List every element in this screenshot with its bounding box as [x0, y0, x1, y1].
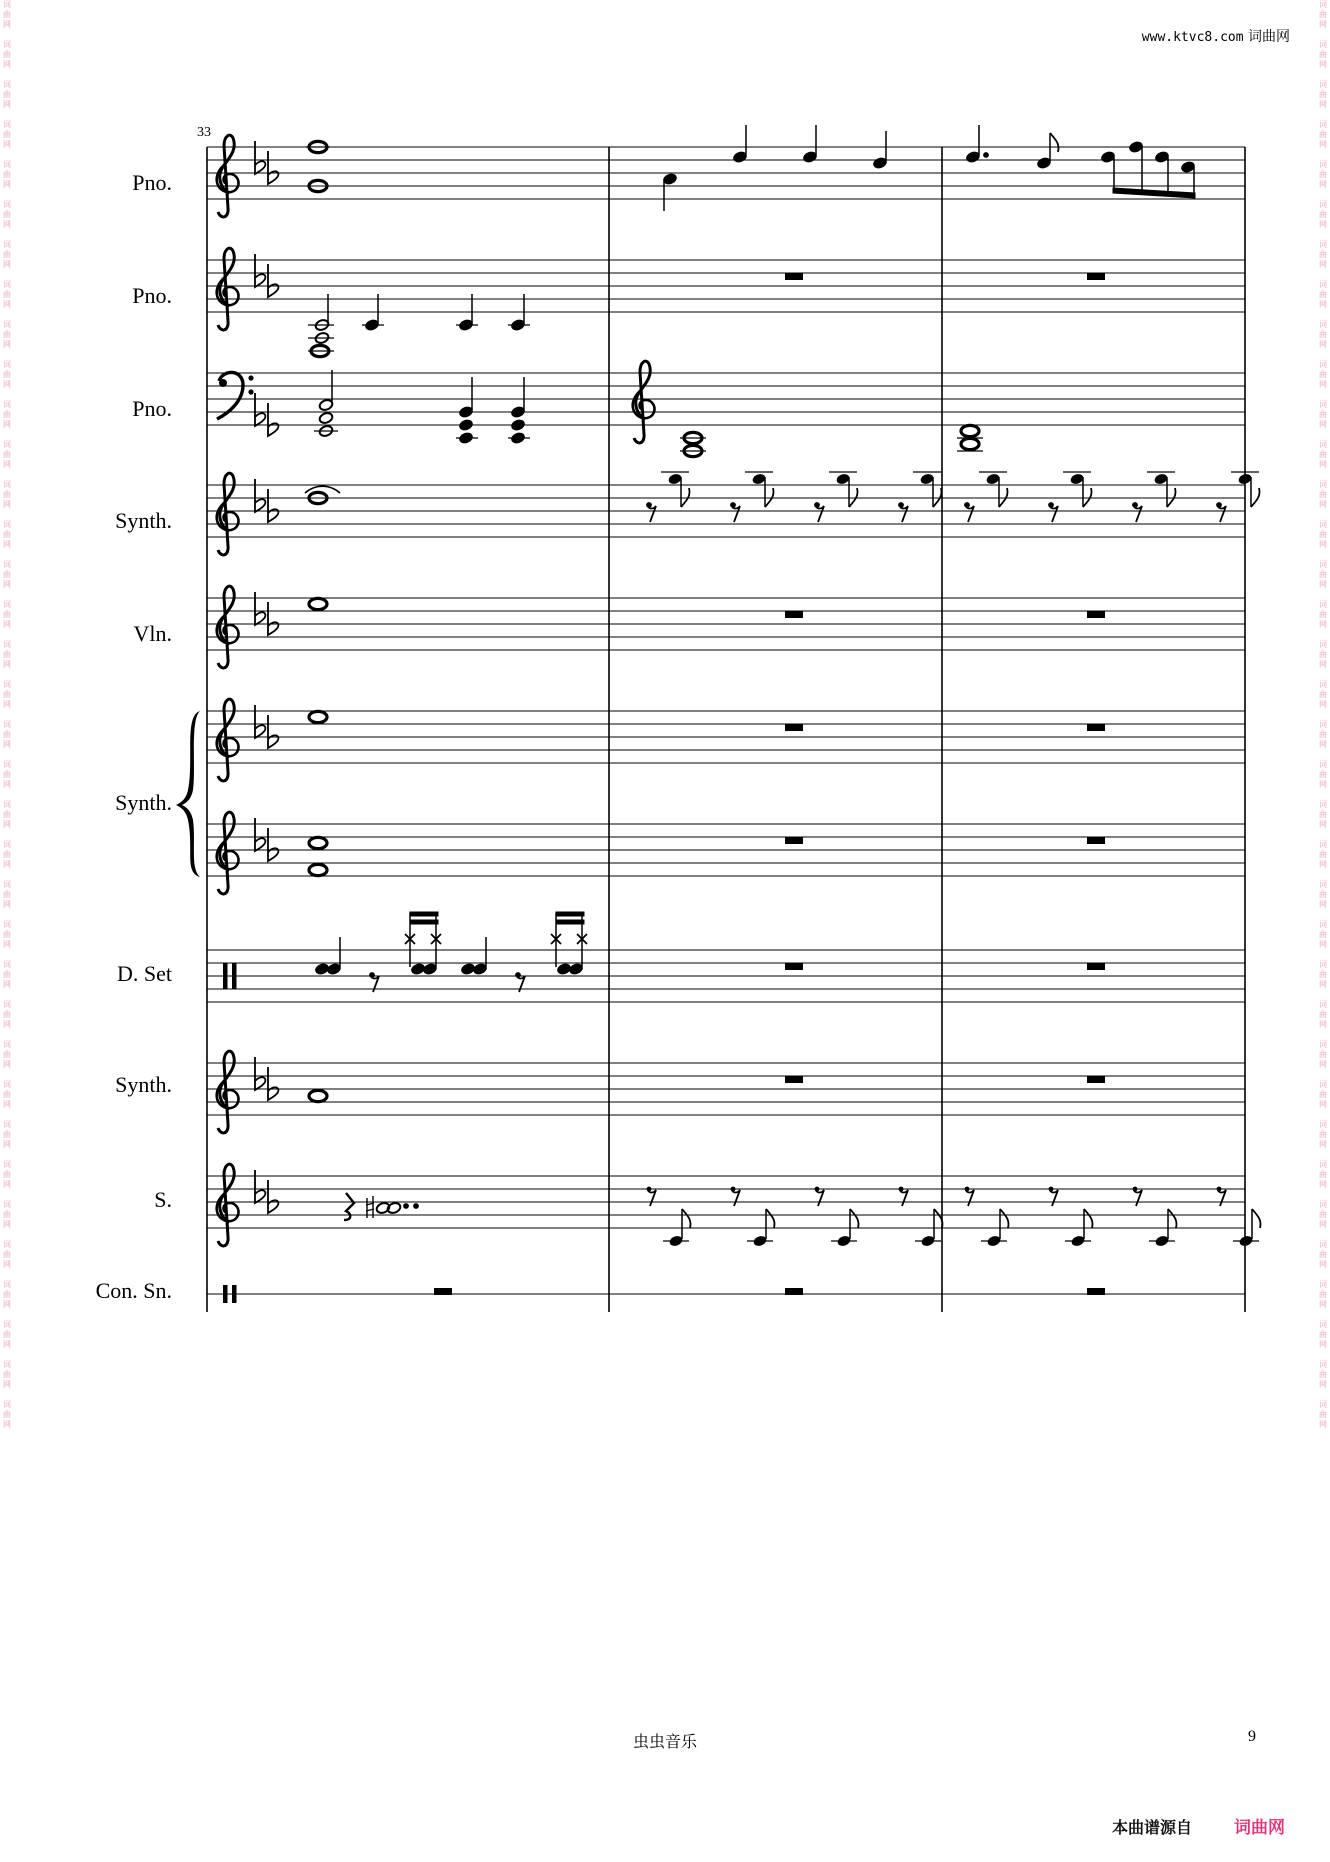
- watermark-char: 曲: [3, 570, 11, 579]
- watermark-char: 网: [1319, 1220, 1327, 1229]
- watermark-char: 词: [1319, 400, 1327, 409]
- watermark-char: 网: [3, 540, 11, 549]
- watermark-char: 网: [3, 1060, 11, 1069]
- watermark-char: 曲: [3, 690, 11, 699]
- watermark-char: 曲: [1319, 50, 1327, 59]
- watermark-char: 词: [3, 280, 11, 289]
- watermark-char: 曲: [1319, 890, 1327, 899]
- watermark-char: 词: [1319, 1320, 1327, 1329]
- watermark-char: 网: [3, 1380, 11, 1389]
- watermark-char: 网: [1319, 1020, 1327, 1029]
- drum-set-notes: [314, 912, 587, 992]
- watermark-char: 网: [1319, 340, 1327, 349]
- watermark-char: 网: [1319, 1340, 1327, 1349]
- eighth-rest-note-pair: [815, 1187, 859, 1248]
- watermark-char: 网: [3, 1300, 11, 1309]
- watermark-char: 词: [3, 80, 11, 89]
- watermark-char: 曲: [3, 50, 11, 59]
- instrument-label-synth-3: Synth.: [115, 1072, 172, 1097]
- watermark-char: 词: [1319, 520, 1327, 529]
- watermark-char: 曲: [3, 810, 11, 819]
- footer-publisher: 虫虫音乐: [632, 1732, 697, 1751]
- watermark-char: 词: [1319, 40, 1327, 49]
- synth-3-notes: [309, 1090, 327, 1101]
- watermark-char: 词: [1319, 560, 1327, 569]
- watermark-char: 词: [3, 720, 11, 729]
- watermark-char: 词: [1319, 1240, 1327, 1249]
- watermark-char: 网: [3, 940, 11, 949]
- watermark-char: 网: [3, 380, 11, 389]
- watermark-char: 曲: [1319, 850, 1327, 859]
- watermark-char: 网: [3, 900, 11, 909]
- watermark-char: 曲: [3, 1090, 11, 1099]
- watermark-char: 网: [1319, 1420, 1327, 1429]
- rest-icon: [434, 273, 1105, 1295]
- staff-synth-2-lower: [207, 824, 1245, 876]
- watermark-char: 词: [1319, 1160, 1327, 1169]
- watermark-char: 词: [1319, 200, 1327, 209]
- watermark-char: 词: [1319, 1120, 1327, 1129]
- watermark-char: 网: [1319, 740, 1327, 749]
- watermark-char: 网: [1319, 220, 1327, 229]
- watermark-char: 词: [3, 1160, 11, 1169]
- watermark-char: 曲: [3, 850, 11, 859]
- watermark-char: 词: [3, 1200, 11, 1209]
- watermark-char: 曲: [3, 530, 11, 539]
- watermark-char: 词: [1319, 1360, 1327, 1369]
- eighth-rest-note-pair: [1217, 1187, 1261, 1248]
- watermark-char: 网: [3, 1020, 11, 1029]
- watermark-char: 词: [1319, 840, 1327, 849]
- watermark-char: 曲: [3, 1210, 11, 1219]
- flat-icon: [255, 141, 278, 1213]
- watermark-char: 曲: [1319, 170, 1327, 179]
- staff-piano-3: [207, 373, 1245, 425]
- watermark-char: 曲: [1319, 810, 1327, 819]
- watermark-char: 曲: [3, 1290, 11, 1299]
- watermark-char: 网: [3, 460, 11, 469]
- staff-synth-3: [207, 1063, 1245, 1115]
- watermark-char: 曲: [1319, 970, 1327, 979]
- watermark-char: 词: [3, 600, 11, 609]
- instrument-label-synth-1: Synth.: [115, 508, 172, 533]
- staff-synth-2-upper: [207, 711, 1245, 763]
- violin-notes: [309, 598, 327, 609]
- watermark-char: 曲: [3, 1170, 11, 1179]
- eighth-rest-note-pair: [1049, 1187, 1093, 1248]
- watermark-char: 曲: [3, 90, 11, 99]
- watermark-char: 曲: [3, 450, 11, 459]
- watermark-char: 网: [3, 100, 11, 109]
- watermark-char: 曲: [3, 250, 11, 259]
- watermark-char: 词: [3, 440, 11, 449]
- watermark-char: 词: [3, 1400, 11, 1409]
- watermark-char: 词: [1319, 240, 1327, 249]
- watermark-char: 曲: [1319, 290, 1327, 299]
- synth-1-eighth-notes: [661, 472, 1260, 507]
- watermark-char: 网: [3, 60, 11, 69]
- watermark-char: 曲: [3, 1370, 11, 1379]
- watermark-char: 曲: [3, 930, 11, 939]
- watermark-char: 曲: [3, 490, 11, 499]
- watermark-char: 词: [1319, 280, 1327, 289]
- watermark-char: 曲: [3, 130, 11, 139]
- staff-drum-set: [207, 950, 1245, 1002]
- watermark-char: 曲: [3, 890, 11, 899]
- watermark-char: 网: [3, 220, 11, 229]
- brace-icon: [176, 711, 200, 877]
- watermark-char: 曲: [3, 370, 11, 379]
- watermark-char: 曲: [1319, 770, 1327, 779]
- watermark-char: 词: [3, 1040, 11, 1049]
- watermark-char: 曲: [3, 1130, 11, 1139]
- staff-synth-1: [207, 485, 1245, 537]
- watermark-char: 曲: [1319, 1050, 1327, 1059]
- watermark-char: 网: [3, 780, 11, 789]
- watermark-char: 曲: [1319, 370, 1327, 379]
- watermark-char: 曲: [1319, 1370, 1327, 1379]
- watermark-char: 网: [1319, 20, 1327, 29]
- treble-clef-icon: [217, 135, 655, 1246]
- watermark-char: 网: [1319, 500, 1327, 509]
- watermark-char: 网: [3, 20, 11, 29]
- eighth-rest-note-pair: [965, 1187, 1009, 1248]
- instrument-label-concert-snare: Con. Sn.: [95, 1278, 172, 1303]
- watermark-char: 网: [1319, 260, 1327, 269]
- watermark-char: 词: [1319, 960, 1327, 969]
- watermark-char: 曲: [1319, 730, 1327, 739]
- header-site-name: 词曲网: [1248, 29, 1290, 45]
- watermark-char: 词: [3, 520, 11, 529]
- watermark-char: 词: [1319, 360, 1327, 369]
- watermark-char: 网: [3, 1220, 11, 1229]
- watermark-char: 网: [3, 420, 11, 429]
- watermark-char: 网: [1319, 540, 1327, 549]
- watermark-char: 曲: [1319, 250, 1327, 259]
- watermark-char: 网: [3, 1100, 11, 1109]
- watermark-char: 网: [1319, 180, 1327, 189]
- watermark-char: 词: [1319, 880, 1327, 889]
- watermark-char: 词: [3, 240, 11, 249]
- watermark-char: 词: [3, 320, 11, 329]
- watermark-char: 曲: [3, 290, 11, 299]
- watermark-char: 词: [3, 960, 11, 969]
- watermark-char: 词: [1319, 80, 1327, 89]
- watermark-char: 词: [3, 480, 11, 489]
- footer-logo: 词曲网: [1234, 1818, 1285, 1838]
- watermark-char: 曲: [1319, 650, 1327, 659]
- watermark-char: 曲: [1319, 90, 1327, 99]
- watermark-char: 网: [3, 1140, 11, 1149]
- watermark-char: 词: [1319, 320, 1327, 329]
- watermark-char: 曲: [1319, 130, 1327, 139]
- header-site-url: www.ktvc8.com: [1141, 30, 1244, 45]
- watermark-char: 网: [3, 1180, 11, 1189]
- watermark-char: 网: [3, 340, 11, 349]
- watermark-char: 曲: [3, 210, 11, 219]
- eighth-note: [913, 472, 942, 507]
- watermark-char: 词: [1319, 120, 1327, 129]
- instrument-label-piano-1: Pno.: [132, 170, 172, 195]
- watermark-char: 曲: [3, 10, 11, 19]
- watermark-char: 网: [1319, 900, 1327, 909]
- page-number: 9: [1248, 1728, 1256, 1745]
- instrument-label-violin: Vln.: [133, 621, 172, 646]
- watermark-char: 词: [1319, 160, 1327, 169]
- watermark-char: 网: [1319, 780, 1327, 789]
- watermark-char: 网: [3, 620, 11, 629]
- watermark-char: 曲: [1319, 1250, 1327, 1259]
- watermark-char: 网: [1319, 660, 1327, 669]
- watermark-char: 网: [1319, 60, 1327, 69]
- eighth-rest-note-pair: [731, 1187, 775, 1248]
- watermark-char: 曲: [1319, 490, 1327, 499]
- watermark-char: 网: [3, 300, 11, 309]
- watermark-char: 曲: [3, 770, 11, 779]
- watermark-char: 词: [1319, 720, 1327, 729]
- watermark-char: 词: [3, 120, 11, 129]
- watermark-char: 词: [3, 1360, 11, 1369]
- eighth-note: [979, 472, 1008, 507]
- watermark-char: 词: [3, 360, 11, 369]
- watermark-char: 词: [1319, 1280, 1327, 1289]
- measure-number: 33: [197, 125, 211, 140]
- watermark-char: 网: [1319, 1100, 1327, 1109]
- staff-piano-2: [207, 260, 1245, 312]
- watermark-char: 网: [1319, 140, 1327, 149]
- watermark-char: 词: [3, 680, 11, 689]
- watermark-char: 词: [1319, 640, 1327, 649]
- watermark-char: 词: [3, 760, 11, 769]
- watermark-char: 词: [3, 800, 11, 809]
- eighth-note: [1063, 472, 1092, 507]
- instrument-label-soprano: S.: [154, 1187, 172, 1212]
- watermark-char: 网: [3, 1260, 11, 1269]
- watermark-char: 网: [1319, 1380, 1327, 1389]
- watermark-char: 曲: [3, 970, 11, 979]
- watermark-char: 词: [1319, 760, 1327, 769]
- watermark-char: 网: [1319, 980, 1327, 989]
- watermark-char: 网: [1319, 620, 1327, 629]
- watermark-char: 曲: [3, 1410, 11, 1419]
- watermark-char: 网: [1319, 580, 1327, 589]
- watermark-char: 网: [1319, 940, 1327, 949]
- watermark-char: 曲: [3, 170, 11, 179]
- eighth-note: [745, 472, 774, 507]
- eighth-rest-note-pair: [899, 1187, 943, 1248]
- watermark-char: 曲: [3, 610, 11, 619]
- watermark-char: 曲: [1319, 930, 1327, 939]
- watermark-char: 词: [1319, 1400, 1327, 1409]
- eighth-rest-note-pair: [647, 1187, 691, 1248]
- watermark-char: 词: [3, 1320, 11, 1329]
- staff-piano-1: [207, 147, 1245, 199]
- watermark-char: 曲: [1319, 1010, 1327, 1019]
- instrument-label-piano-3: Pno.: [132, 396, 172, 421]
- watermark-char: 词: [3, 880, 11, 889]
- watermark-char: 曲: [1319, 450, 1327, 459]
- watermark-char: 词: [3, 640, 11, 649]
- eighth-note: [661, 472, 690, 507]
- watermark-char: 曲: [1319, 10, 1327, 19]
- eighth-note: [829, 472, 858, 507]
- watermark-char: 网: [3, 1340, 11, 1349]
- instrument-label-synth-2: Synth.: [115, 790, 172, 815]
- watermark-char: 网: [3, 740, 11, 749]
- watermark-char: 网: [1319, 380, 1327, 389]
- watermark-char: 曲: [1319, 1130, 1327, 1139]
- watermark-char: 曲: [1319, 570, 1327, 579]
- synth-2-notes: [309, 711, 327, 875]
- instrument-label-drum-set: D. Set: [117, 961, 172, 986]
- watermark-char: 网: [3, 500, 11, 509]
- watermark-char: 曲: [1319, 330, 1327, 339]
- watermark-char: 曲: [1319, 1210, 1327, 1219]
- eighth-note: [1147, 472, 1176, 507]
- watermark-char: 词: [3, 40, 11, 49]
- watermark-char: 曲: [1319, 690, 1327, 699]
- watermark-char: 网: [1319, 700, 1327, 709]
- watermark-char: 词: [1319, 920, 1327, 929]
- watermark-char: 网: [3, 820, 11, 829]
- watermark-char: 词: [3, 1120, 11, 1129]
- watermark-char: 词: [1319, 1000, 1327, 1009]
- piano-1-notes: [306, 125, 1196, 211]
- watermark-char: 词: [1319, 480, 1327, 489]
- watermark-char: 网: [3, 980, 11, 989]
- watermark-char: 网: [3, 260, 11, 269]
- watermark-char: 网: [3, 660, 11, 669]
- watermark-char: 曲: [3, 330, 11, 339]
- watermark-char: 曲: [3, 410, 11, 419]
- watermark-char: 网: [1319, 1060, 1327, 1069]
- watermark-char: 曲: [3, 1250, 11, 1259]
- staff-soprano: [207, 1176, 1245, 1228]
- watermark-char: 网: [1319, 1180, 1327, 1189]
- watermark-char: 网: [3, 580, 11, 589]
- instrument-label-piano-2: Pno.: [132, 283, 172, 308]
- watermark-char: 网: [1319, 820, 1327, 829]
- soprano-notes: [344, 1193, 418, 1220]
- piano-2-notes: [308, 294, 530, 357]
- watermark-char: 词: [1319, 1200, 1327, 1209]
- watermark-char: 网: [3, 1420, 11, 1429]
- footer-source-label: 本曲谱源自: [1111, 1818, 1192, 1837]
- watermark-char: 词: [3, 200, 11, 209]
- watermark-char: 网: [3, 860, 11, 869]
- staff-violin: [207, 598, 1245, 650]
- soprano-eighth-notes: [647, 1187, 1261, 1248]
- watermark-char: 词: [3, 1280, 11, 1289]
- watermark-char: 词: [3, 1240, 11, 1249]
- watermark-char: 词: [3, 840, 11, 849]
- watermark-char: 词: [3, 0, 11, 9]
- watermark-char: 曲: [1319, 1170, 1327, 1179]
- watermark-char: 曲: [3, 1050, 11, 1059]
- watermark-char: 网: [1319, 860, 1327, 869]
- watermark-char: 词: [1319, 600, 1327, 609]
- watermark-char: 曲: [1319, 610, 1327, 619]
- watermark-char: 曲: [1319, 210, 1327, 219]
- watermark-char: 网: [3, 700, 11, 709]
- watermark-char: 词: [1319, 680, 1327, 689]
- watermark-char: 词: [3, 160, 11, 169]
- watermark-char: 词: [1319, 1040, 1327, 1049]
- watermark-char: 词: [3, 1080, 11, 1089]
- watermark-char: 网: [1319, 1300, 1327, 1309]
- watermark-char: 词: [3, 400, 11, 409]
- watermark-char: 曲: [1319, 1330, 1327, 1339]
- watermark-char: 网: [3, 140, 11, 149]
- watermark-char: 曲: [1319, 410, 1327, 419]
- watermark-char: 曲: [3, 1330, 11, 1339]
- watermark-char: 网: [1319, 1140, 1327, 1149]
- watermark-char: 词: [1319, 440, 1327, 449]
- piano-3-notes: [314, 370, 983, 457]
- watermark-char: 曲: [1319, 1410, 1327, 1419]
- watermark-char: 网: [1319, 460, 1327, 469]
- watermark-char: 曲: [1319, 530, 1327, 539]
- watermark-char: 曲: [1319, 1090, 1327, 1099]
- watermark-char: 词: [1319, 800, 1327, 809]
- watermark-char: 网: [1319, 420, 1327, 429]
- watermark-char: 网: [1319, 300, 1327, 309]
- watermark-char: 词: [3, 560, 11, 569]
- watermark-char: 词: [3, 920, 11, 929]
- watermark-char: 词: [1319, 1080, 1327, 1089]
- watermark-char: 词: [1319, 0, 1327, 9]
- watermark-char: 词: [3, 1000, 11, 1009]
- watermark-char: 曲: [3, 1010, 11, 1019]
- watermark-char: 网: [1319, 100, 1327, 109]
- watermark-char: 曲: [3, 650, 11, 659]
- watermark-char: 曲: [1319, 1290, 1327, 1299]
- watermark-char: 网: [3, 180, 11, 189]
- watermark-char: 曲: [3, 730, 11, 739]
- eighth-rest-note-pair: [1133, 1187, 1177, 1248]
- watermark-char: 网: [1319, 1260, 1327, 1269]
